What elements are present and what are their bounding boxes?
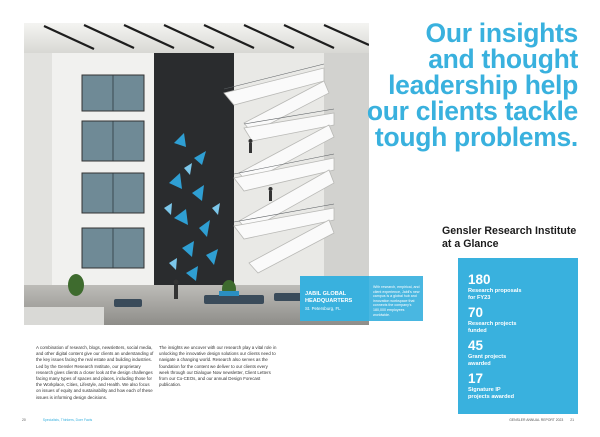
stat-label: for FY23 [468, 295, 491, 301]
stat-item [468, 372, 514, 401]
stat-label: Research proposals [468, 288, 522, 294]
stat-item [468, 339, 506, 368]
stat-item [468, 273, 521, 302]
page-number-left: 20 [22, 418, 26, 422]
stat-label: Research projects [468, 321, 517, 327]
headline-line: leadership help [388, 70, 578, 100]
body-column-2: The insights we uncover with our research play a vital role in unlocking the innovative design solutions our clients need to navigate a changing world. Research also serves as the foundation for the content we deliver to our clients every week through our Dialogue Now newsletter, Client Letters from our Co-CEOs, and our annual Design Forecast publication. [159, 345, 277, 388]
glance-panel [458, 258, 578, 414]
stat-number: 70 [468, 305, 484, 320]
headline-line: tough problems. [374, 122, 578, 152]
headline-line: Our insights [425, 18, 578, 48]
footer-section-label: Specialists, Thinkers, Doer Facts [42, 418, 93, 422]
caption-title-line1: JABIL GLOBAL [305, 291, 347, 297]
stat-number: 17 [468, 371, 484, 386]
caption-location: St. Petersburg, FL [305, 306, 341, 311]
page-number-right: 21 [570, 418, 574, 422]
footer-report-label: GENSLER ANNUAL REPORT 2023 [509, 418, 564, 422]
footer-left [22, 418, 92, 422]
stat-number: 45 [468, 338, 484, 353]
caption-title [305, 291, 367, 304]
caption-title-line2: HEADQUARTERS [305, 297, 353, 304]
stat-label: funded [468, 328, 487, 334]
headline [318, 20, 578, 150]
stat-label: awarded [468, 361, 491, 367]
stat-item [468, 306, 517, 335]
stat-number: 180 [468, 272, 491, 287]
stat-label: projects awarded [468, 394, 515, 400]
caption-body: With research, empirical, and client experience, Jabil's new campus is a global hub and innovation workspace that connects the company's 180,000 employees worldwide. [373, 285, 420, 317]
stat-label: Grant projects [468, 354, 507, 360]
footer-right [509, 418, 574, 422]
headline-line: our clients tackle [366, 96, 578, 126]
stat-label: Signature IP [468, 387, 501, 393]
glance-title: Gensler Research Institute at a Glance [442, 225, 577, 250]
body-column-1: A combination of research, blogs, newsletters, social media, and other digital content give our clients an understanding of the key issues facing the real estate and building industries. Led by the Gensler Research Institute, our proprietary research gives clients a closer look at the design challenges facing many types of spaces and places, including those for the Workplace, Cities, Lifestyle, and Health. We also focus on issues of equity and sustainability and how each of these issues is informing design decisions. [36, 345, 154, 400]
headline-line: and thought [428, 44, 578, 74]
